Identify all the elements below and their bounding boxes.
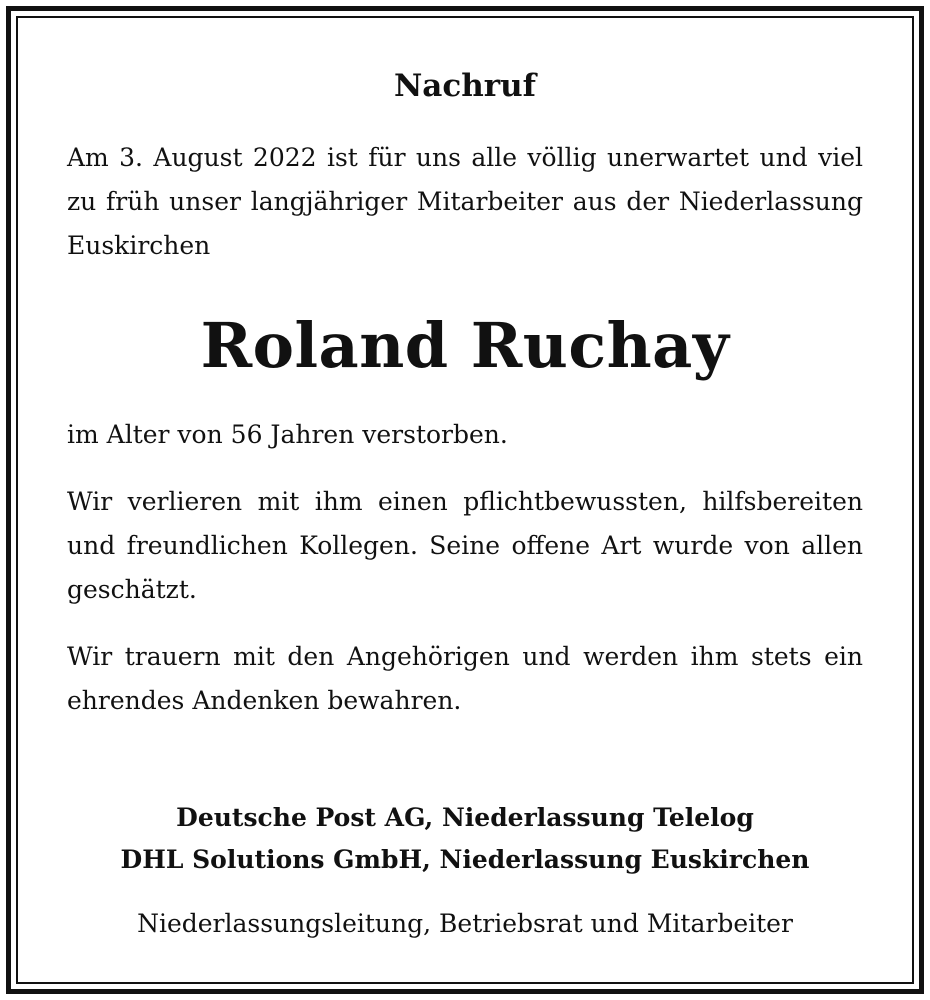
- notice-heading: Nachruf: [393, 68, 537, 104]
- mourning-paragraph: Wir trauern mit den Angehörigen und werden ihm stets ein ehrendes Andenken bewahren.: [67, 642, 863, 715]
- tribute-paragraph: Wir verlieren mit ihm einen pflichtbewussten, hilfsbereiten und freundlichen Kollegen. Seine offene Art wurde von allen geschätzt.: [67, 487, 863, 604]
- signature-block: [67, 797, 863, 945]
- deceased-name: Roland Ruchay: [200, 309, 730, 382]
- obituary-notice: [67, 58, 863, 945]
- intro-paragraph: Am 3. August 2022 ist für uns alle völlig unerwartet und viel zu früh unser langjähriger Mitarbeiter aus der Niederlassung Euskirchen: [67, 143, 863, 260]
- signature-footer: Niederlassungsleitung, Betriebsrat und Mitarbeiter: [137, 909, 793, 938]
- age-line: im Alter von 56 Jahren verstorben.: [67, 420, 508, 449]
- signature-company-2: DHL Solutions GmbH, Niederlassung Euskirchen: [120, 845, 810, 874]
- signature-company-1: Deutsche Post AG, Niederlassung Telelog: [176, 803, 754, 832]
